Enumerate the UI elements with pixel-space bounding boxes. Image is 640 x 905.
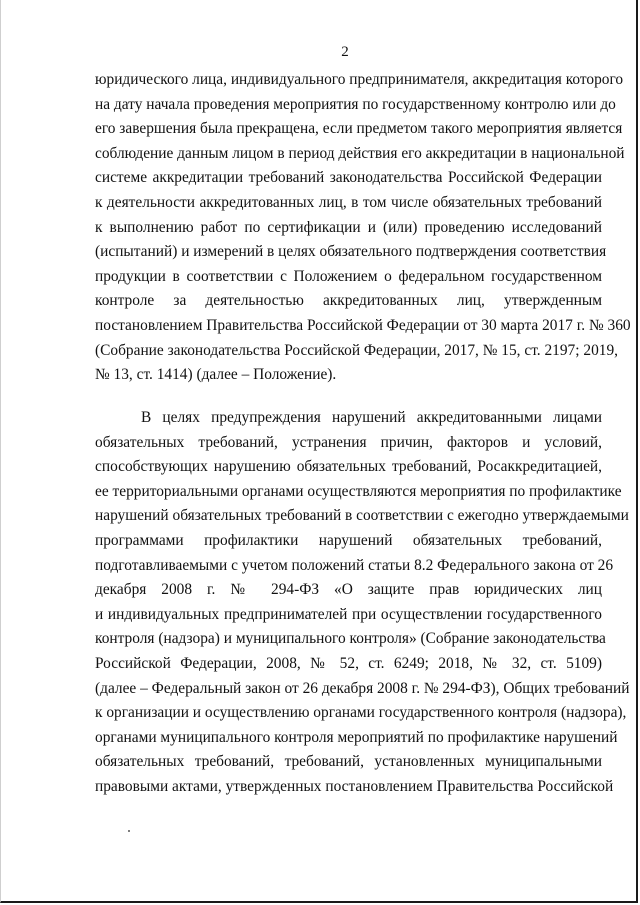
text-line: продукции в соответствии с Положением о федеральном государственном [95, 267, 602, 285]
text-line: ее территориальными органами осуществляются мероприятия по профилактике [95, 482, 622, 500]
text-line: обязательных требований, устранения причин, факторов и условий, [95, 433, 602, 451]
text-line: способствующих нарушению обязательных требований, Росаккредитацией, [95, 458, 602, 476]
text-line: (Собрание законодательства Российской Федерации, 2017, № 15, ст. 2197; 2019, [95, 341, 619, 359]
text-line: к деятельности аккредитованных лиц, в том числе обязательных требований [95, 193, 602, 211]
text-line: к выполнению работ по сертификации и (или) проведению исследований [95, 218, 602, 236]
text-line: на дату начала проведения мероприятия по государственному контролю или до [95, 95, 616, 113]
text-line: контроля (надзора) и муниципального контроля» (Собрание законодательства [95, 630, 606, 648]
text-line: подготавливаемыми с учетом положений статьи 8.2 Федерального закона от 26 [95, 556, 614, 574]
text-line: обязательных требований, требований, установленных муниципальными [95, 753, 602, 771]
text-line: и индивидуальных предпринимателей при осуществлении государственного [95, 605, 602, 623]
text-line: соблюдение данным лицом в период действия его аккредитации в национальной [95, 144, 625, 162]
text-line: контроле за деятельностью аккредитованных лиц, утвержденным [95, 292, 602, 310]
text-line: нарушений обязательных требований в соответствии с ежегодно утверждаемыми [95, 507, 629, 525]
text-line: (далее – Федеральный закон от 26 декабря 2008 г. № 294-ФЗ), Общих требований [95, 679, 630, 697]
text-line: системе аккредитации требований законодательства Российской Федерации [95, 169, 602, 187]
text-line: его завершения была прекращена, если предметом такого мероприятия является [95, 120, 623, 138]
text-line: постановлением Правительства Российской Федерации от 30 марта 2017 г. № 360 [95, 316, 631, 334]
text-line: к организации и осуществлению органами государственного контроля (надзора), [95, 704, 627, 722]
text-line: № 13, ст. 1414) (далее – Положение). [95, 366, 337, 384]
scan-speck [128, 830, 130, 832]
paragraph-1 [95, 68, 631, 388]
text-line: В целях предупреждения нарушений аккредитованными лицами [141, 409, 602, 426]
text-line: юридического лица, индивидуального предпринимателя, аккредитация которого [95, 71, 624, 88]
text-line: Российской Федерации, 2008, № 52, ст. 6249; 2018, № 32, ст. 5109) [95, 654, 602, 672]
text-line: правовыми актами, утвержденных постановлением Правительства Российской [95, 777, 614, 795]
text-line: декабря 2008 г. № 294-ФЗ «О защите прав юридических лиц [95, 581, 602, 599]
paragraph-2 [95, 406, 630, 800]
text-line: программами профилактики нарушений обязательных требований, [95, 531, 602, 549]
text-line: (испытаний) и измерений в целях обязательного подтверждения соответствия [95, 243, 607, 261]
page-number: 2 [341, 44, 349, 60]
text-line: органами муниципального контроля мероприятий по профилактике нарушений [95, 728, 618, 746]
